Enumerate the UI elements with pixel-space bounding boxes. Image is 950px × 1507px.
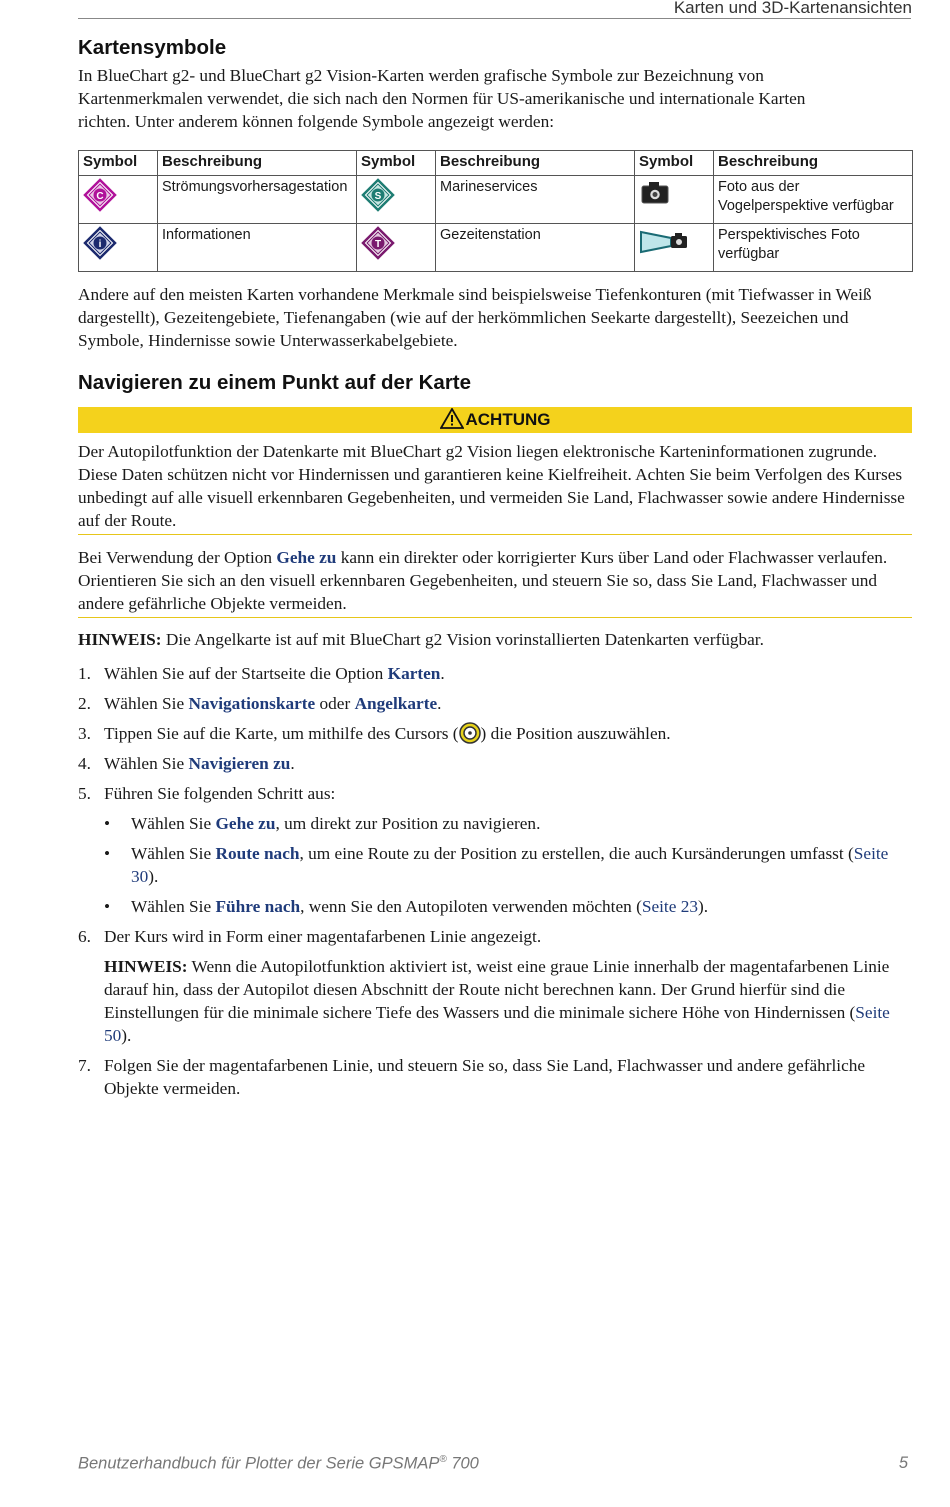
list-item: 7. Folgen Sie der magentafarbenen Linie, und steuern Sie so, dass Sie Land, Flachwasser und andere gefährliche Objekte vermeiden.	[78, 1056, 866, 1098]
xref-seite-23[interactable]: Seite 23	[641, 897, 698, 916]
link-gehe-zu[interactable]: Gehe zu	[276, 548, 337, 567]
note-paragraph: HINWEIS: Die Angelkarte ist auf mit BlueChart g2 Vision vorinstallierten Datenkarten verfügbar.	[78, 630, 764, 649]
caution-label: ACHTUNG	[465, 410, 551, 429]
link-fuehre-nach[interactable]: Führe nach	[215, 897, 301, 916]
goto-paragraph: Bei Verwendung der Option Gehe zu kann ein direkter oder korrigierter Kurs über Land oder Flachwasser verlaufen. Orientieren Sie sich an den visuell erkennbaren Gegebenheiten, und steuern Sie so, dass Sie Land, Flachwasser und andere gefährliche Objekte vermeiden.	[78, 548, 888, 613]
list-item: 5. Führen Sie folgenden Schritt aus: • Wählen Sie Gehe zu, um direkt zur Position zu navigieren. • Wählen Sie Route nach, um eine Route zu der Position zu erstellen, die auch Kursänderungen umfasst (Seite 30). • Wählen Sie Führe nach, wenn Sie den Autopiloten verwenden möchten (Seite 23).	[78, 782, 914, 918]
section-title-navigieren: Navigieren zu einem Punkt auf der Karte	[78, 371, 472, 394]
cursor-icon	[459, 722, 481, 744]
caution-text: Der Autopilotfunktion der Datenkarte mit BlueChart g2 Vision liegen elektronische Karteninformationen zugrunde. Diese Daten schützen nicht vor Hindernissen und garantieren keine Kielfreiheit. Achten Sie beim Verfolgen des Kurses unbedingt auf alle visuell erkennbaren Gegebenheiten, und vermeiden Sie Land, Flachwasser sowie andere Hindernisse auf der Route.	[78, 442, 905, 530]
list-item: 2. Wählen Sie Navigationskarte oder Angelkarte.	[78, 694, 442, 713]
symbol-cell	[79, 224, 158, 272]
list-item: 3. Tippen Sie auf die Karte, um mithilfe des Cursors ( ) die Position auszuwählen.	[78, 724, 671, 743]
link-karten[interactable]: Karten	[387, 664, 441, 683]
link-gehe-zu[interactable]: Gehe zu	[215, 814, 276, 833]
list-item: 1. Wählen Sie auf der Startseite die Option Karten.	[78, 664, 445, 683]
features-paragraph: Andere auf den meisten Karten vorhandene Merkmale sind beispielsweise Tiefenkonturen (mit Tiefwasser in Weiß dargestellt), Gezeitengebiete, Tiefenangaben (wie auf der herkömmlichen Seekarte dargestellt), Seezeichen und Symbole, Hindernisse sowie Unterwasserkabelgebiete.	[78, 285, 872, 350]
warning-triangle-icon	[440, 408, 464, 429]
note-label: HINWEIS:	[78, 630, 162, 649]
header-rule	[78, 18, 911, 19]
description-cell: Foto aus der Vogelperspektive verfügbar	[714, 176, 913, 224]
sub-list	[104, 812, 914, 918]
table-row	[79, 224, 913, 272]
svg-text:T: T	[374, 239, 382, 250]
description-cell: Informationen	[158, 224, 357, 272]
link-angelkarte[interactable]: Angelkarte	[354, 694, 438, 713]
current-station-icon	[83, 178, 117, 212]
description-cell: Marineservices	[436, 176, 635, 224]
symbol-cell	[79, 176, 158, 224]
column-header: Symbol	[357, 151, 436, 176]
information-icon	[83, 226, 117, 260]
list-item: 6. Der Kurs wird in Form einer magentafarbenen Linie angezeigt. HINWEIS: Wenn die Autopilotfunktion aktiviert ist, weist eine graue Linie innerhalb der magentafarbenen Linie darauf hin, dass der Autopilot diesen Abschnitt der Route nicht berechnen kann. Der Grund hierfür sind die Einstellungen für die minimale sichere Tiefe des Wassers und die minimale sichere Höhe von Hindernissen (Seite 50).	[78, 925, 914, 1047]
xref-seite-30[interactable]: Seite 30	[131, 844, 889, 886]
goto-rule	[78, 617, 912, 618]
symbol-cell	[635, 176, 714, 224]
svg-text:i: i	[98, 239, 102, 250]
tide-station-icon	[361, 226, 395, 260]
description-cell: Strömungsvorhersagestation	[158, 176, 357, 224]
symbol-cell	[357, 224, 436, 272]
symbols-table	[78, 150, 913, 272]
link-navigieren-zu[interactable]: Navigieren zu	[188, 754, 291, 773]
intro-paragraph: In BlueChart g2- und BlueChart g2 Vision-Karten werden grafische Symbole zur Bezeichnung von Kartenmerkmalen verwendet, die sich nach den Normen für US-amerikanische und internationale Karten richten. Unter anderem können folgende Symbole angezeigt werden:	[78, 66, 806, 131]
table-row	[79, 176, 913, 224]
steps-list	[78, 662, 914, 1107]
section-title-kartensymbole: Kartensymbole	[78, 36, 227, 59]
list-item: • Wählen Sie Gehe zu, um direkt zur Position zu navigieren.	[104, 814, 541, 833]
svg-text:C: C	[96, 191, 104, 202]
list-item: • Wählen Sie Route nach, um eine Route zu der Position zu erstellen, die auch Kursänderungen umfasst (Seite 30).	[104, 844, 889, 886]
perspective-photo-icon	[639, 226, 689, 254]
column-header: Beschreibung	[436, 151, 635, 176]
column-header: Beschreibung	[158, 151, 357, 176]
link-route-nach[interactable]: Route nach	[215, 844, 300, 863]
symbol-cell	[635, 224, 714, 272]
aerial-photo-icon	[639, 178, 673, 208]
description-cell: Perspektivisches Foto verfügbar	[714, 224, 913, 272]
caution-banner	[78, 407, 912, 433]
xref-seite-50[interactable]: Seite 50	[104, 1003, 890, 1045]
step-note: HINWEIS: Wenn die Autopilotfunktion aktiviert ist, weist eine graue Linie innerhalb der magentafarbenen Linie darauf hin, dass der Autopilot diesen Abschnitt der Route nicht berechnen kann. Der Grund hierfür sind die Einstellungen für die minimale sichere Tiefe des Wassers und die minimale sichere Höhe von Hindernissen (Seite 50).	[104, 957, 890, 1045]
symbol-cell	[357, 176, 436, 224]
running-head: Karten und 3D-Kartenansichten	[673, 0, 912, 17]
page-number: 5	[898, 1454, 908, 1472]
note-label: HINWEIS:	[104, 957, 188, 976]
caution-rule	[78, 534, 912, 535]
description-cell: Gezeitenstation	[436, 224, 635, 272]
link-navigationskarte[interactable]: Navigationskarte	[188, 694, 316, 713]
svg-text:S: S	[374, 191, 382, 202]
column-header: Symbol	[635, 151, 714, 176]
list-item: • Wählen Sie Führe nach, wenn Sie den Autopiloten verwenden möchten (Seite 23).	[104, 897, 709, 916]
table-header-row	[79, 151, 913, 176]
column-header: Symbol	[79, 151, 158, 176]
footer-title: Benutzerhandbuch für Plotter der Serie GPSMAP® 700	[78, 1454, 479, 1473]
marine-services-icon	[361, 178, 395, 212]
list-item: 4. Wählen Sie Navigieren zu.	[78, 754, 295, 773]
column-header: Beschreibung	[714, 151, 913, 176]
